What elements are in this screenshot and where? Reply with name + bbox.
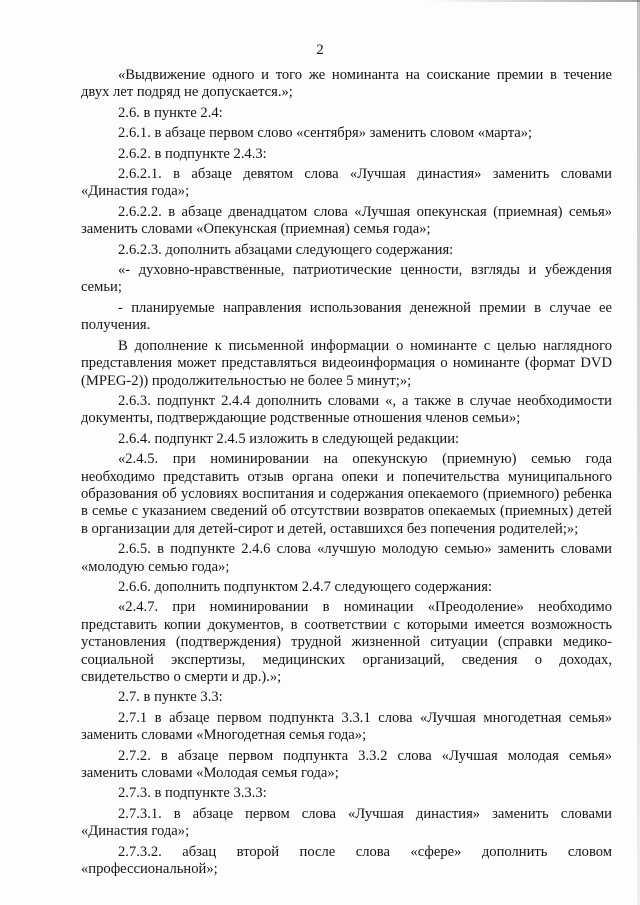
paragraph: В дополнение к письменной информации о номинанте с целью наглядного представления может представляться видеоинформация о номинанте (формат DVD (MPEG-2)) продолжительностью не более 5 минут;»; xyxy=(81,337,612,389)
paragraph: - планируемые направления использования денежной премии в случае ее получения. xyxy=(81,299,612,334)
paragraph: 2.6.2. в подпункте 2.4.3: xyxy=(118,145,267,162)
paragraph: «2.4.7. при номинировании в номинации «Преодоление» необходимо представить копии документов, в соответствии с которыми имеется возможность установления (подтверждения) трудной жизненной ситуации (справки медико-социальной экспертизы, медицинских организаций, сведения о доходах, свидетельство о смерти и др.).»; xyxy=(81,599,612,685)
paragraph: 2.6.2.2. в абзаце двенадцатом слова «Лучшая опекунская (приемная) семья» заменить словами «Опекунская (приемная) семья года»; xyxy=(81,203,612,238)
paragraph: 2.6.6. дополнить подпунктом 2.4.7 следующего содержания: xyxy=(118,578,493,595)
paragraph: 2.7.2. в абзаце первом подпункта 3.3.2 слова «Лучшая молодая семья» заменить словами «Молодая семья года»; xyxy=(81,747,612,782)
paragraph: 2.6.3. подпункт 2.4.4 дополнить словами «, а также в случае необходимости документы, подтверждающие родственные отношения членов семьи»; xyxy=(81,392,612,427)
scan-edge-shadow xyxy=(430,0,640,2)
document-body xyxy=(81,67,612,881)
paragraph: 2.6.5. в подпункте 2.4.6 слова «лучшую молодую семью» заменить словами «молодую семью года»; xyxy=(81,541,612,575)
paragraph: 2.7.3.2. абзац второй после слова «сфере» дополнить словом «профессиональной»; xyxy=(81,843,612,878)
paragraph: 2.7.3. в подпункте 3.3.3: xyxy=(118,785,267,802)
paragraph: «Выдвижение одного и того же номинанта на соискание премии в течение двух лет подряд не допускается.»; xyxy=(81,67,612,101)
paragraph: 2.6.2.3. дополнить абзацами следующего содержания: xyxy=(118,241,454,258)
paragraph: 2.6.2.1. в абзаце девятом слова «Лучшая династия» заменить словами «Династия года»; xyxy=(81,166,612,200)
page-number: 2 xyxy=(316,42,324,58)
paragraph: 2.6.1. в абзаце первом слово «сентября» заменить словом «марта»; xyxy=(118,125,533,142)
paragraph: 2.6.4. подпункт 2.4.5 изложить в следующей редакции: xyxy=(118,430,460,447)
paragraph: 2.7. в пункте 3.3: xyxy=(118,689,223,706)
paragraph: «2.4.5. при номинировании на опекунскую (приемную) семью года необходимо представить отзыв органа опеки и попечительства муниципального образования об условиях воспитания и содержания опекаемого (приемного) ребенка в семье с указанием сведений об отсутствии возвратов опекаемых (приемных) детей в организации для детей-сирот и детей, оставшихся без попечения родителей;»; xyxy=(81,451,612,537)
paragraph: «- духовно-нравственные, патриотические ценности, взгляды и убеждения семьи; xyxy=(81,262,612,296)
paragraph: 2.6. в пункте 2.4: xyxy=(118,104,223,121)
paragraph: 2.7.1 в абзаце первом подпункта 3.3.1 слова «Лучшая многодетная семья» заменить словами «Многодетная семья года»; xyxy=(81,709,612,744)
paragraph: 2.7.3.1. в абзаце первом слова «Лучшая династия» заменить словами «Династия года»; xyxy=(81,805,612,840)
